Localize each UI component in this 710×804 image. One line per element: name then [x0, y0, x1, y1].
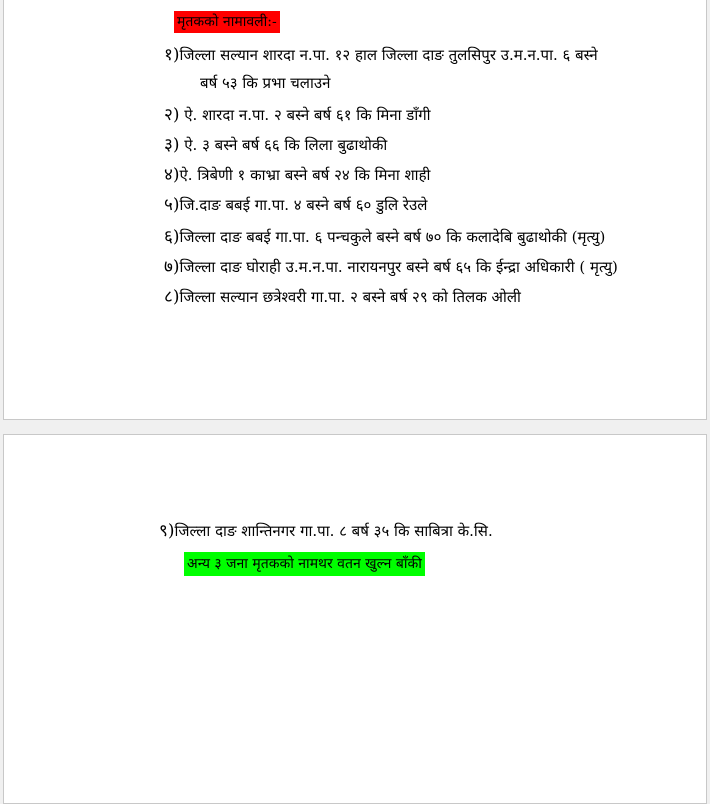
- item-number: २): [164, 105, 180, 125]
- item-text: जिल्ला सल्यान शारदा न.पा. १२ हाल जिल्ला दाङ तुलसिपुर उ.म.न.पा. ६ बस्ने: [179, 46, 598, 64]
- item-number: ७): [164, 257, 180, 277]
- item-text: जिल्ला दाङ बबई गा.पा. ६ पन्चकुले बस्ने बर्ष ७० कि कलादेबि बुढाथोकी (मृत्यु): [179, 228, 606, 246]
- list-item: [164, 104, 431, 126]
- list-item: [164, 226, 605, 248]
- pending-note: अन्य ३ जना मृतकको नामथर वतन खुल्न बाँकी: [184, 552, 425, 576]
- item-text: ऐ. त्रिबेणी १ काभ्रा बस्ने बर्ष २४ कि मिना शाही: [179, 166, 431, 184]
- list-item: [164, 44, 598, 66]
- list-item: [164, 256, 618, 278]
- list-item: [164, 164, 430, 186]
- item-text: बर्ष ५३ कि प्रभा चलाउने: [200, 74, 331, 92]
- item-number: ४): [164, 165, 180, 185]
- list-item: [159, 520, 493, 542]
- list-item: [164, 134, 387, 156]
- item-number: ९): [159, 521, 175, 541]
- item-text: जिल्ला दाङ शान्तिनगर गा.पा. ८ बर्ष ३५ कि साबित्रा के.सि.: [174, 522, 493, 540]
- item-number: ३): [164, 135, 180, 155]
- list-item: [164, 194, 427, 216]
- item-number: ५): [164, 195, 180, 215]
- item-text: जिल्ला दाङ घोराही उ.म.न.पा. नारायनपुर बस्ने बर्ष ६५ कि ईन्द्रा अधिकारी ( मृत्यु): [179, 258, 618, 276]
- item-number: ६): [164, 227, 180, 247]
- document-page-2: [3, 434, 707, 804]
- item-number: ८): [164, 287, 180, 307]
- item-text: जिल्ला सल्यान छत्रेश्वरी गा.पा. २ बस्ने बर्ष २९ को तिलक ओली: [179, 288, 521, 306]
- item-text: ऐ. ३ बस्ने बर्ष ६६ कि लिला बुढाथोकी: [184, 136, 388, 154]
- list-item: [164, 286, 521, 308]
- item-text: जि.दाङ बबई गा.पा. ४ बस्ने बर्ष ६० डुलि रेउले: [179, 196, 428, 214]
- item-text: ऐ. शारदा न.पा. २ बस्ने बर्ष ६१ कि मिना डाँगी: [184, 106, 431, 124]
- list-item-continuation: [200, 72, 330, 94]
- list-heading: मृतकको नामावली:-: [174, 11, 280, 33]
- document-page-1: [3, 0, 707, 420]
- item-number: १): [164, 45, 180, 65]
